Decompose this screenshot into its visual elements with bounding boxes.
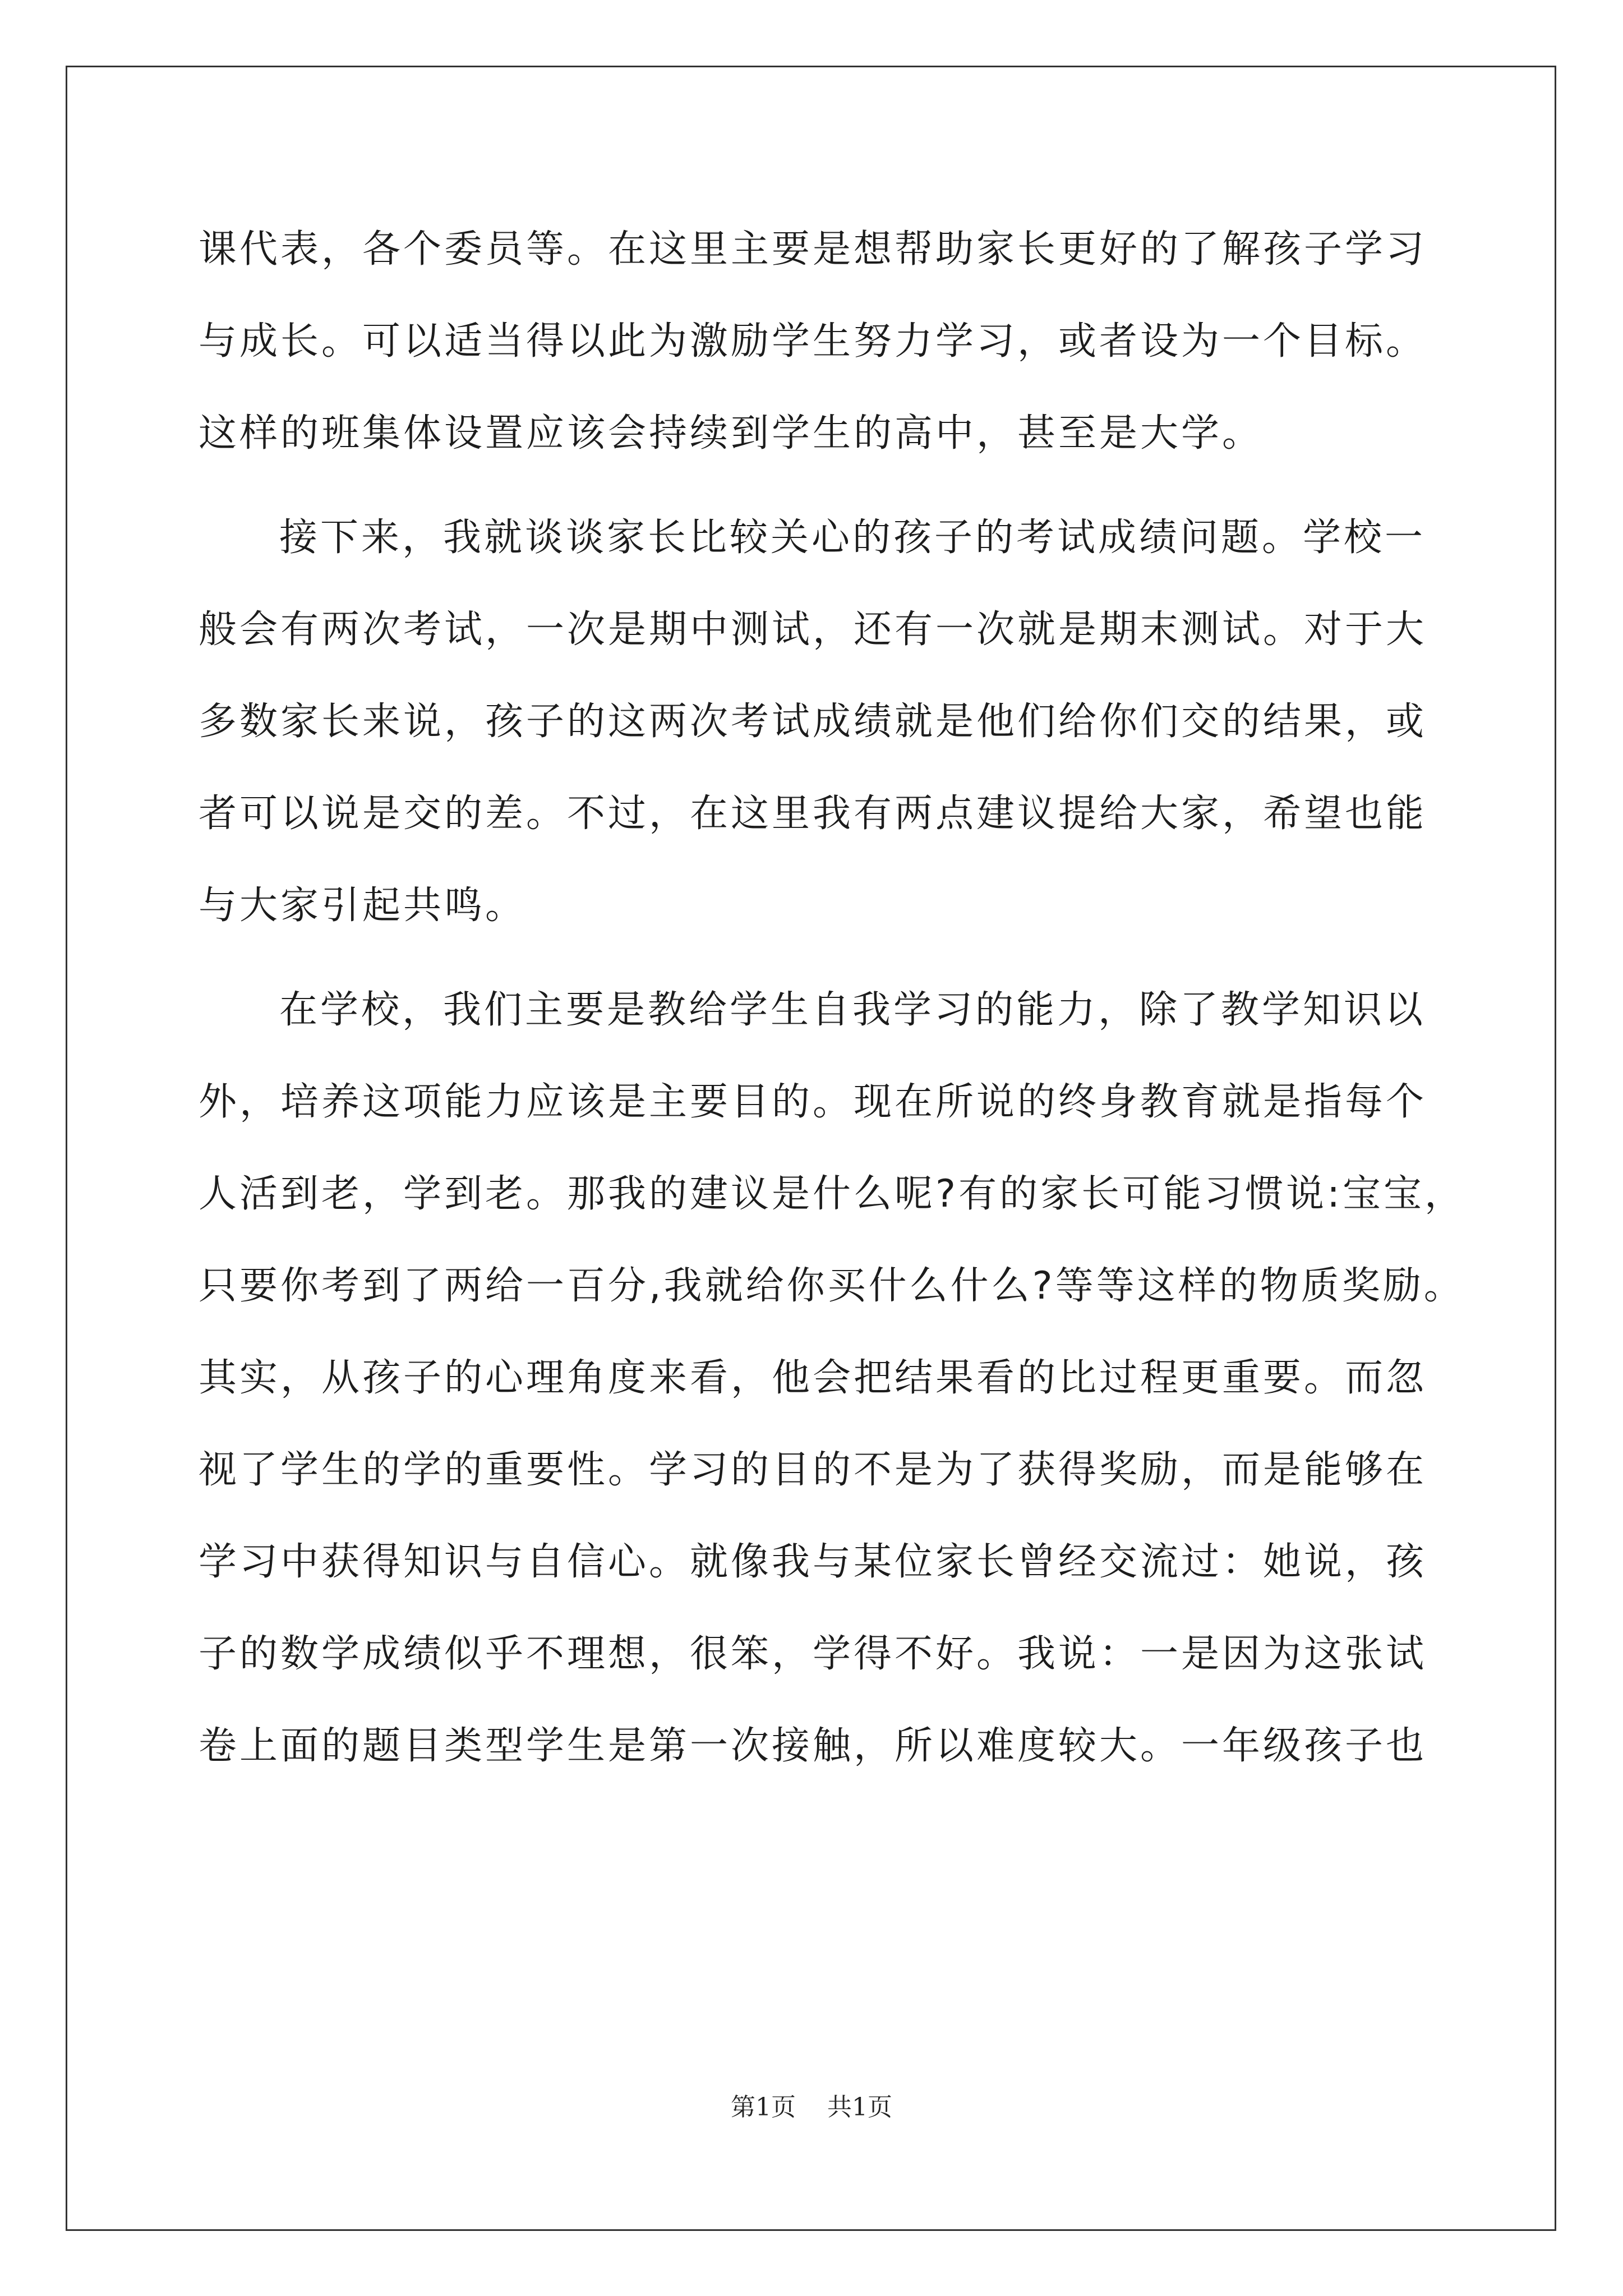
text-line: 学习中获得知识与自信心。就像我与某位家长曾经交流过：她说，孩 bbox=[199, 1540, 1427, 1584]
text-line: 卷上面的题目类型学生是第一次接触，所以难度较大。一年级孩子也 bbox=[199, 1724, 1427, 1768]
text-line: 子的数学成绩似乎不理想，很笨，学得不好。我说：一是因为这张试 bbox=[199, 1632, 1427, 1676]
paragraph bbox=[199, 204, 1427, 480]
text-line: 这样的班集体设置应该会持续到学生的高中，甚至是大学。 bbox=[199, 411, 1264, 455]
text-line: 外，培养这项能力应该是主要目的。现在所说的终身教育就是指每个 bbox=[199, 1080, 1427, 1124]
text-line: 视了学生的学的重要性。学习的目的不是为了获得奖励，而是能够在 bbox=[199, 1448, 1427, 1492]
text-line: 只要你考到了两给一百分,我就给你买什么什么?等等这样的物质奖励。 bbox=[199, 1264, 1465, 1308]
text-line: 与成长。可以适当得以此为激励学生努力学习，或者设为一个目标。 bbox=[199, 319, 1427, 364]
text-line: 多数家长来说，孩子的这两次考试成绩就是他们给你们交的结果，或 bbox=[199, 700, 1427, 744]
page-number: 第1页 bbox=[731, 2093, 796, 2122]
document-body bbox=[199, 204, 1466, 1792]
page-total: 共1页 bbox=[827, 2093, 892, 2122]
page-footer bbox=[0, 2087, 1623, 2123]
text-line: 接下来，我就谈谈家长比较关心的孩子的考试成绩问题。学校一 bbox=[279, 516, 1426, 560]
text-line: 与大家引起共鸣。 bbox=[199, 884, 527, 928]
text-line: 般会有两次考试，一次是期中测试，还有一次就是期末测试。对于大 bbox=[199, 608, 1427, 652]
text-line: 课代表，各个委员等。在这里主要是想帮助家长更好的了解孩子学习 bbox=[199, 227, 1427, 272]
text-line: 者可以说是交的差。不过，在这里我有两点建议提给大家，希望也能 bbox=[199, 792, 1427, 836]
text-line: 其实，从孩子的心理角度来看，他会把结果看的比过程更重要。而忽 bbox=[199, 1356, 1427, 1400]
paragraph bbox=[199, 492, 1427, 952]
paragraph bbox=[199, 964, 1466, 1792]
text-line: 在学校，我们主要是教给学生自我学习的能力，除了教学知识以 bbox=[279, 988, 1426, 1032]
text-line: 人活到老，学到老。那我的建议是什么呢?有的家长可能习惯说:宝宝， bbox=[199, 1172, 1466, 1216]
